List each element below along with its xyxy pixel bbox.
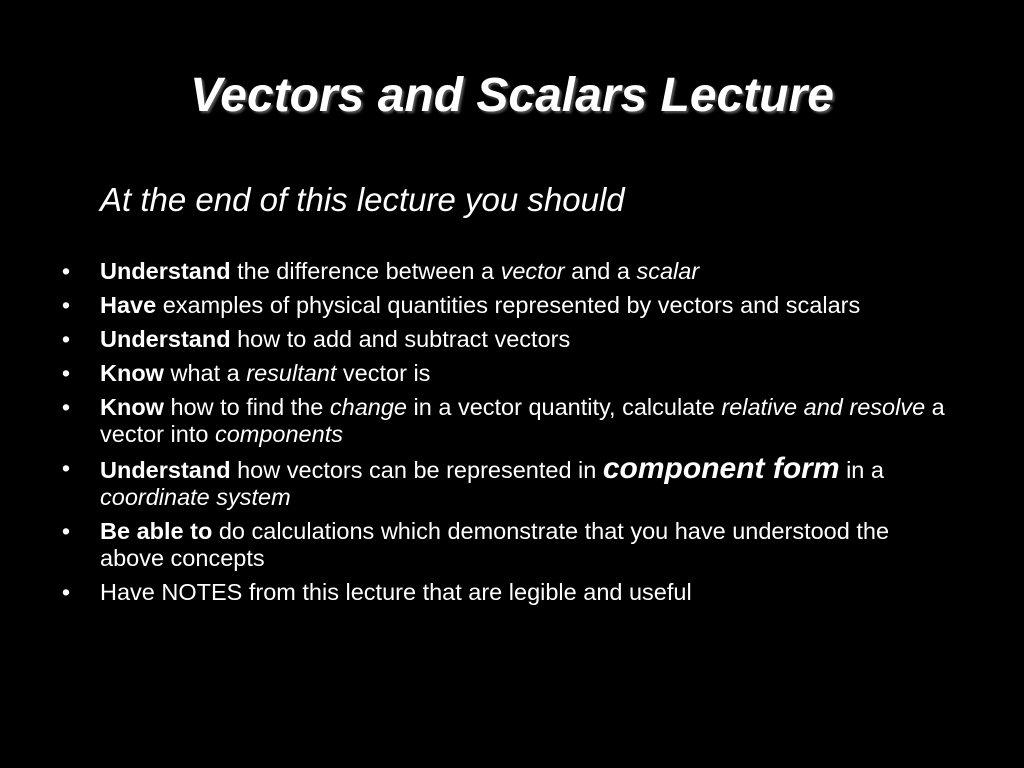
bullet-keyword: Know bbox=[100, 360, 164, 386]
list-item bbox=[56, 579, 956, 606]
bullet-keyword: Know bbox=[100, 394, 164, 420]
bullet-emphasis: scalar bbox=[636, 258, 700, 284]
bullet-text: in a bbox=[839, 457, 884, 483]
slide-title: Vectors and Scalars Lecture bbox=[190, 69, 834, 122]
list-item bbox=[56, 292, 956, 319]
bullet-emphasis: relative and resolve bbox=[721, 394, 926, 420]
bullet-strong-emphasis: component form bbox=[602, 452, 840, 485]
list-item bbox=[56, 326, 956, 353]
list-item bbox=[56, 452, 956, 511]
bullet-icon: • bbox=[61, 326, 71, 352]
bullet-text: Have NOTES from this lecture that are legible and useful bbox=[100, 579, 692, 605]
bullet-text: and a bbox=[564, 258, 637, 284]
bullet-icon: • bbox=[61, 292, 71, 318]
bullet-keyword: Be able to bbox=[100, 518, 213, 544]
bullet-text: in a vector quantity, calculate bbox=[407, 394, 722, 420]
list-item bbox=[56, 258, 956, 285]
objectives-list bbox=[56, 258, 956, 613]
bullet-text: do calculations which demonstrate that you have understood the above concepts bbox=[100, 518, 890, 571]
bullet-text: how to find the bbox=[163, 394, 330, 420]
slide-subtitle: At the end of this lecture you should bbox=[100, 181, 625, 218]
bullet-keyword: Understand bbox=[100, 326, 231, 352]
bullet-text: the difference between a bbox=[230, 258, 501, 284]
bullet-icon: • bbox=[61, 518, 71, 544]
bullet-icon: • bbox=[61, 394, 71, 420]
bullet-text: vector is bbox=[336, 360, 431, 386]
list-item bbox=[56, 394, 956, 448]
bullet-keyword: Have bbox=[100, 292, 157, 318]
list-item bbox=[56, 518, 956, 572]
bullet-keyword: Understand bbox=[100, 457, 231, 483]
bullet-emphasis: coordinate system bbox=[100, 484, 291, 510]
bullet-text: what a bbox=[163, 360, 247, 386]
bullet-emphasis: resultant bbox=[246, 360, 337, 386]
bullet-icon: • bbox=[61, 258, 71, 284]
bullet-text: how vectors can be represented in bbox=[230, 457, 603, 483]
bullet-text: a vector into bbox=[100, 394, 945, 447]
bullet-text: examples of physical quantities represented by vectors and scalars bbox=[156, 292, 861, 318]
bullet-keyword: Understand bbox=[100, 258, 231, 284]
bullet-icon: • bbox=[61, 360, 71, 386]
bullet-emphasis: components bbox=[214, 421, 343, 447]
bullet-emphasis: change bbox=[329, 394, 407, 420]
bullet-emphasis: vector bbox=[500, 258, 565, 284]
list-item bbox=[56, 360, 956, 387]
bullet-text: how to add and subtract vectors bbox=[230, 326, 571, 352]
bullet-icon: • bbox=[61, 455, 71, 481]
bullet-icon: • bbox=[61, 579, 71, 605]
